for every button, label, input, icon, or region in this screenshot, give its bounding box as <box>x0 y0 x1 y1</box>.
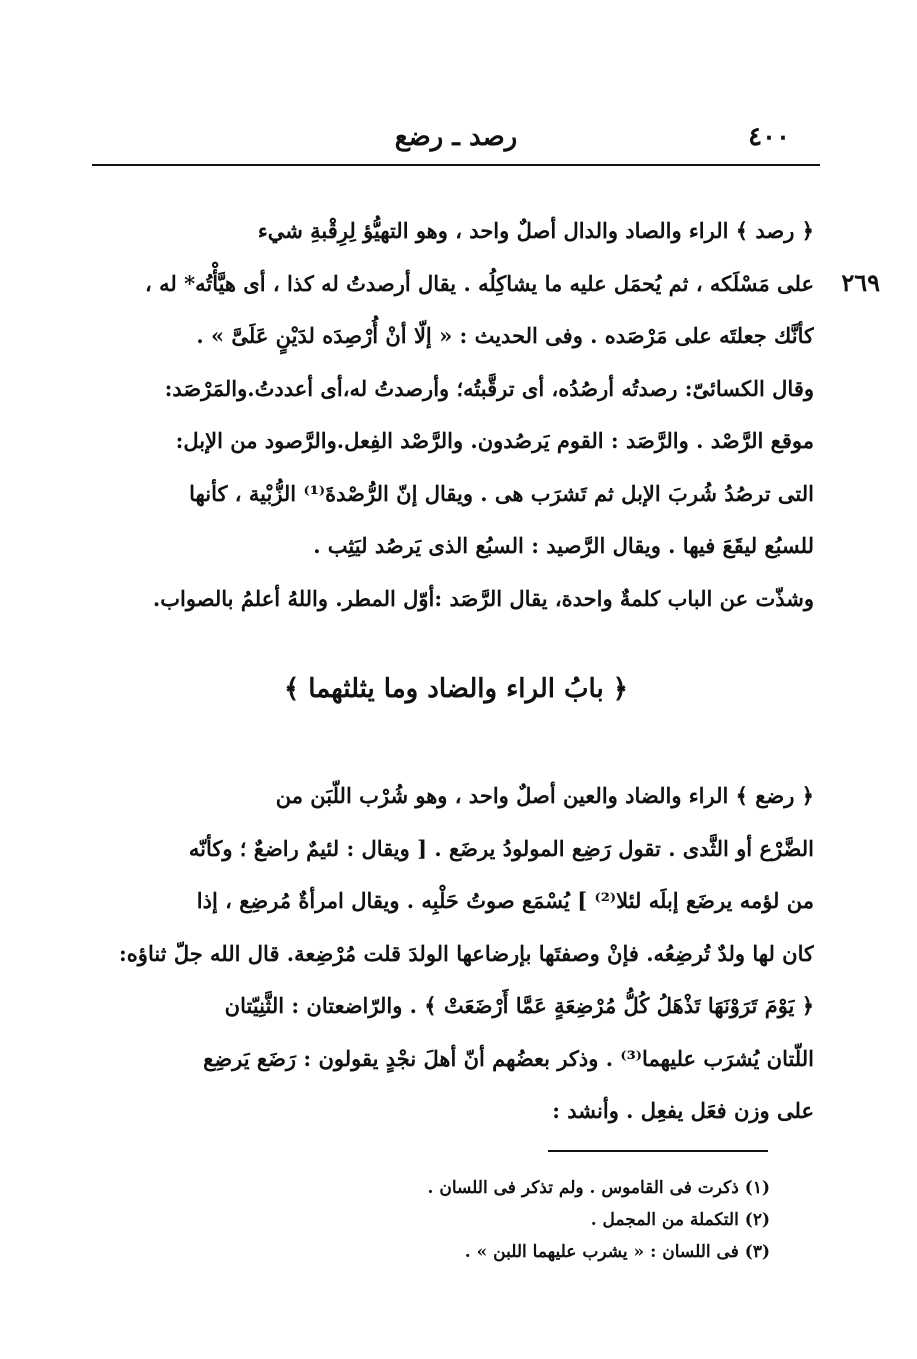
footnotes <box>300 1172 770 1268</box>
text-line: اللّتان يُشرَب عليهما⁽³⁾ . وذكر بعضُهم أنّ أهلَ نجْدٍ يقولون : رَضَع يَرضِع <box>203 1045 814 1071</box>
entry-rasad <box>84 205 814 625</box>
text-line: ﴿ يَوْمَ تَرَوْنَهَا تَذْهَلُ كُلُّ مُرْضِعَةٍ عَمَّا أَرْضَعَتْ ﴾ . والرّاضعتان : الثَّنِيّتان <box>224 993 814 1018</box>
running-head <box>92 118 820 162</box>
margin-reference-number: ٢٦٩ <box>841 268 880 297</box>
text-line: وشذّت عن الباب كلمةٌ واحدة، يقال الرَّصَد :أوّل المطر. واللهُ أعلمُ بالصواب. <box>152 585 814 611</box>
footnote-2: (٢) التكملة من المجمل . <box>590 1210 770 1230</box>
text-line: كأنَّك جعلتَه على مَرْصَده . وفى الحديث : « إلّا أنْ أُرْصِدَه لدَيْنٍ عَلَىَّ » . <box>196 323 814 348</box>
footnote-1: (١) ذكرت فى القاموس . ولم تذكر فى اللسان . <box>427 1178 770 1198</box>
text-line: ﴿ رضع ﴾ الراء والضاد والعين أصلٌ واحد ، وهو شُرْب اللّبَن من <box>275 783 814 808</box>
text-line: الضَّرْع أو الثَّدى . تقول رَضِع المولودُ يرضَع . [ ويقال : لئيمٌ راضعٌ ؛ وكأنّه <box>188 835 814 861</box>
text-line: ﴿ رصد ﴾ الراء والصاد والدال أصلٌ واحد ، وهو التهيُّؤ لِرِقْبةِ شيء <box>257 218 814 243</box>
text-line: كان لها ولدٌ تُرضِعُه. فإنْ وصفتَها بإرضاعها الولدَ قلت مُرْضِعة. قال الله جلّ ثناؤه: <box>119 940 814 966</box>
text-line: التى ترصُدُ شُربَ الإبل ثم تَشرَب هى . ويقال إنّ الرُّصْدةَ⁽¹⁾ الزُّبْية ، كأنها <box>189 480 814 506</box>
entry-rada <box>84 770 814 1138</box>
text-line: وقال الكسائىّ: رصدتُه أرصُدُه، أى ترقَّبتُه؛ وأرصدتُ له،أى أعددتُ.والمَرْصَد: <box>164 375 814 401</box>
text-line: موقع الرَّصْد . والرَّصَد : القوم يَرصُدون. والرَّصْد الفِعل.والرَّصود من الإبل: <box>175 428 814 453</box>
text-line: على مَسْلَكه ، ثم يُحمَل عليه ما يشاكِلُه . يقال أرصدتُ له كذا ، أى هيَّأْتُه* له ، <box>145 270 814 296</box>
footnote-rule <box>548 1150 768 1152</box>
running-head-title: رصد ـ رضع <box>394 122 518 152</box>
page-number: ٤٠٠ <box>748 122 790 152</box>
chapter-heading: ﴿ بابُ الراء والضاد وما يثلثهما ﴾ <box>284 674 628 704</box>
footnote-3: (٣) فى اللسان : « يشرب عليهما اللبن » . <box>464 1242 770 1262</box>
text-line: للسبُع ليقَعَ فيها . ويقال الرَّصيد : السبُع الذى يَرصُد ليَثِب . <box>313 533 814 558</box>
text-line: من لؤمه يرضَع إبلَه لئلا⁽²⁾ ] يُسْمَع صوتُ حَلْبِه . ويقال امرأةٌ مُرضِع ، إذا <box>196 888 814 913</box>
header-rule <box>92 164 820 166</box>
text-line: على وزن فعَل يفعِل . وأنشد : <box>552 1098 814 1123</box>
